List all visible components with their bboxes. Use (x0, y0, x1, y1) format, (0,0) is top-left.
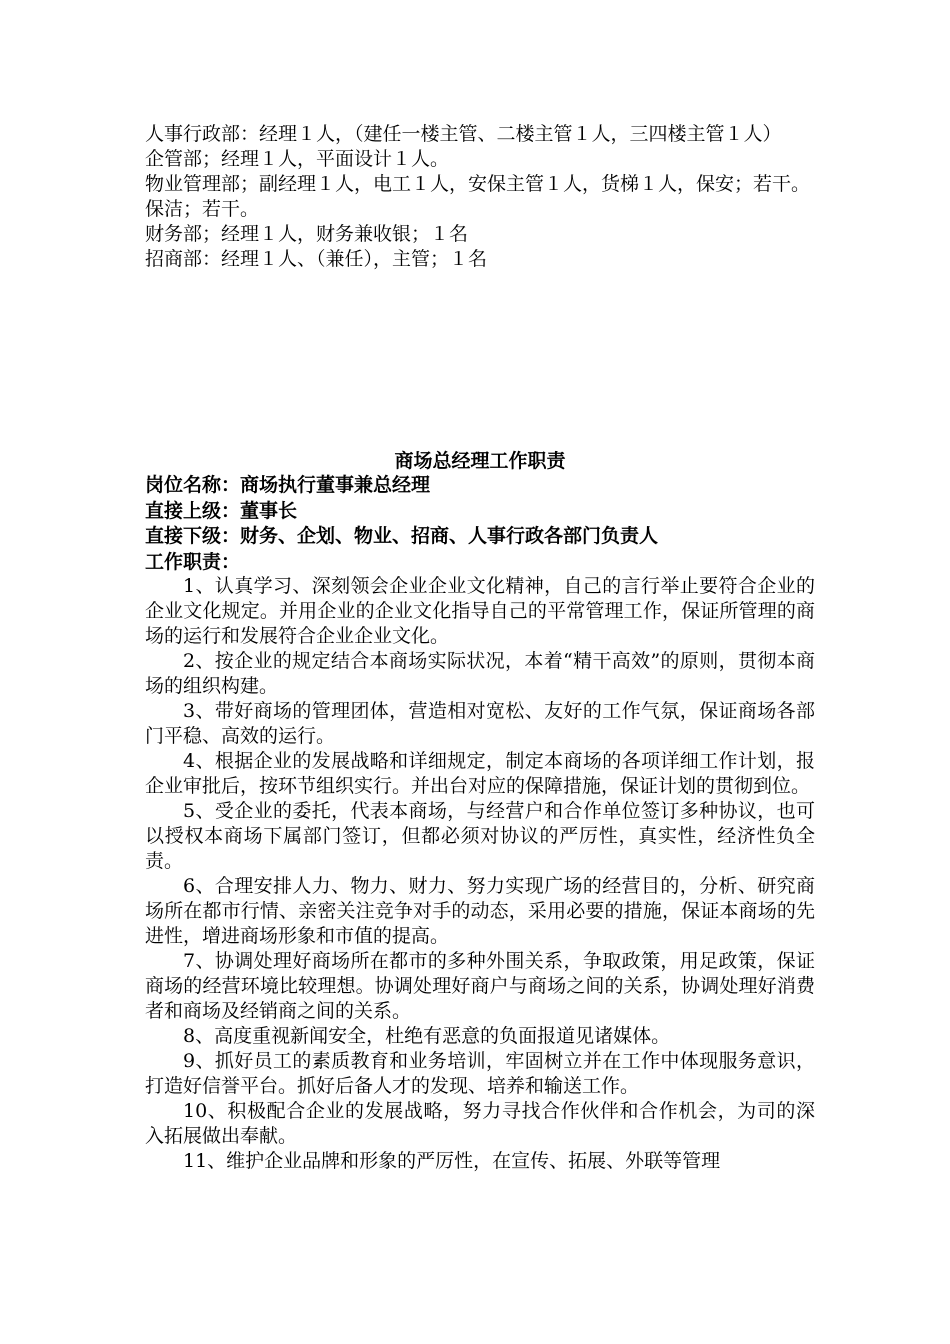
duty-item: 2、按企业的规定结合本商场实际状况，本着“精干高效”的原则，贯彻本商场的组织构建。 (145, 650, 815, 697)
duty-item: 9、抓好员工的素质教育和业务培训，牢固树立并在工作中体现服务意识，打造好信誉平台。抓好后备人才的发现、培养和输送工作。 (145, 1050, 815, 1097)
duty-item: 7、协调处理好商场所在都市的多种外围关系，争取政策，用足政策，保证商场的经营环境比较理想。协调处理好商户与商场之间的关系，协调处理好消费者和商场及经销商之间的关系。 (145, 950, 815, 1022)
job-position: 岗位名称：商场执行董事兼总经理 (145, 474, 431, 496)
duties-list (145, 574, 815, 1174)
duties-heading: 工作职责： (145, 550, 241, 573)
staffing-line-enterprise-mgmt: 企管部；经理１人，平面设计１人。 (145, 148, 450, 170)
document-title: 商场总经理工作职责 (394, 450, 566, 472)
duty-item: 5、受企业的委托，代表本商场，与经营户和合作单位签订多种协议，也可以授权本商场下属部门签订，但都必须对协议的严厉性，真实性，经济性负全责。 (145, 800, 815, 872)
duty-item: 6、合理安排人力、物力、财力、努力实现广场的经营目的，分析、研究商场所在都市行情、亲密关注竞争对手的动态，采用必要的措施，保证本商场的先进性，增进商场形象和市值的提高。 (145, 875, 815, 947)
staffing-line-leasing: 招商部：经理１人、（兼任），主管；１名 (145, 248, 488, 270)
staffing-line-hr: 人事行政部：经理１人，（建任一楼主管、二楼主管１人，三四楼主管１人） (145, 123, 782, 145)
direct-subordinates: 直接下级：财务、企划、物业、招商、人事行政各部门负责人 (145, 525, 659, 547)
duty-item: 10、积极配合企业的发展战略，努力寻找合作伙伴和合作机会，为司的深入拓展做出奉献。 (145, 1100, 815, 1147)
staffing-line-property-mgmt: 物业管理部；副经理１人，电工１人，安保主管１人，货梯１人，保安；若干。保洁；若干。 (145, 173, 811, 220)
duty-item: 8、高度重视新闻安全，杜绝有恶意的负面报道见诸媒体。 (183, 1025, 671, 1047)
duty-item: 11、维护企业品牌和形象的严厉性，在宣传、拓展、外联等管理 (183, 1150, 721, 1172)
duty-item: 3、带好商场的管理团体，营造相对宽松、友好的工作气氛，保证商场各部门平稳、高效的运行。 (145, 700, 815, 747)
staffing-line-finance: 财务部；经理１人，财务兼收银；１名 (145, 223, 469, 245)
duty-item: 4、根据企业的发展战略和详细规定，制定本商场的各项详细工作计划，报企业审批后，按环节组织实行。并出台对应的保障措施，保证计划的贯彻到位。 (145, 750, 815, 797)
staffing-list (145, 122, 815, 272)
job-meta (145, 473, 825, 575)
duty-item: 1、认真学习、深刻领会企业企业文化精神，自己的言行举止要符合企业的企业文化规定。并用企业的企业文化指导自己的平常管理工作，保证所管理的商场的运行和发展符合企业企业文化。 (145, 575, 815, 647)
direct-superior: 直接上级：董事长 (145, 499, 298, 522)
